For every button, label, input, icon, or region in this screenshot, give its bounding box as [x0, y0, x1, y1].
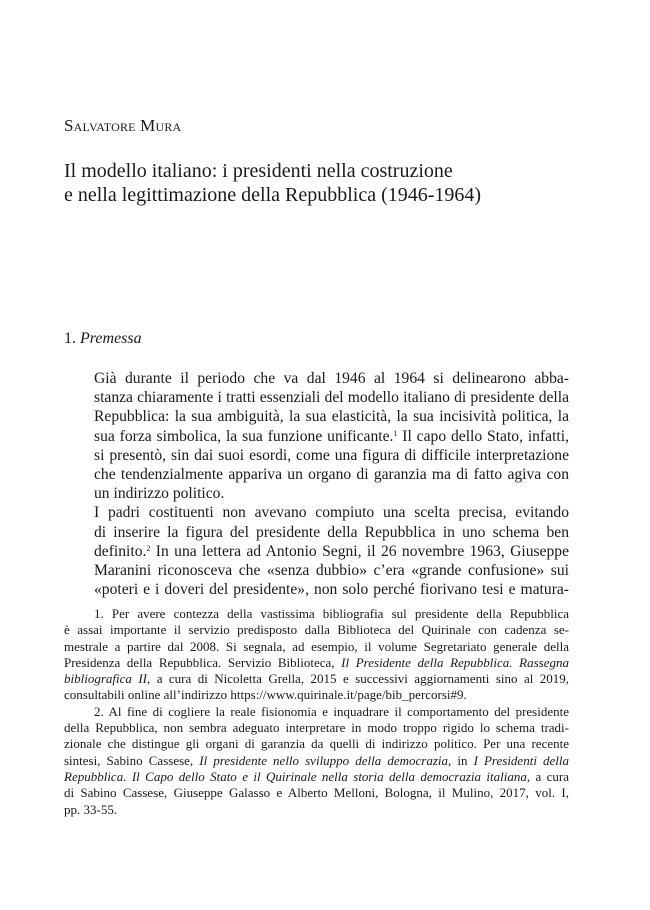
text-line: di inserire la figura del presidente della Repubblica in uno schema ben: [94, 523, 569, 541]
text-segment: Il capo dello Stato, infatti,: [402, 427, 569, 445]
footnote-line: zionale che distingue gli organi di garanzia da quelli di indirizzo politico. Per una recente: [64, 736, 569, 752]
text-segment: bibliografica II: [64, 671, 147, 687]
text-segment: I Presidenti della: [473, 752, 570, 768]
text-line: stanza chiaramente i tratti essenziali del modello italiano di presidente della: [94, 389, 569, 407]
section-number: 1.: [64, 330, 76, 347]
footnote-line: pp. 33-55.: [64, 801, 118, 817]
footnote-ref-2[interactable]: 2: [146, 543, 151, 553]
text-line: [64, 427, 569, 446]
article-title: [64, 159, 569, 207]
author-last-name: Mura: [140, 116, 182, 135]
text-segment: , a cura: [526, 768, 570, 784]
text-segment: , a cura di Nicoletta Grella, 2015 e successivi aggiornamenti sino al 2019,: [147, 671, 570, 687]
footnote-line: di Sabino Cassese, Giuseppe Galasso e Alberto Melloni, Bologna, il Mulino, 2017, vol. I,: [64, 785, 569, 801]
text-line: si presentò, sin dai suoi esordi, come una figura di difficile interpretazione: [94, 446, 569, 464]
text-line: I padri costituenti non avevano compiuto una scelta precisa, evitando: [94, 504, 569, 522]
footnote-line: [64, 753, 569, 769]
footnote-line: [64, 671, 569, 687]
author-first-name: Salvatore: [64, 116, 136, 135]
footnote-line: [64, 769, 569, 785]
section-heading: [64, 330, 142, 348]
author-name: [64, 116, 181, 136]
footnotes: [64, 606, 569, 818]
text-segment: sua forza simbolica, la sua funzione unificante.: [94, 427, 394, 445]
footnote-line: consultabili online all’indirizzo https://www.quirinale.it/page/bib_percorsi#9.: [64, 687, 467, 703]
text-segment: Repubblica. Il Capo dello Stato e il Quirinale nella storia della democrazia italiana: [64, 768, 527, 784]
footnote-line: è assai importante il servizio predisposto dalla Biblioteca del Quirinale con cadenza se-: [64, 622, 569, 638]
text-segment: Il presidente nello sviluppo della democrazia: [199, 752, 449, 768]
text-segment: , in: [448, 752, 468, 768]
section-name: Premessa: [80, 330, 142, 347]
text-segment: definito.: [94, 542, 147, 560]
text-line: «poteri e i doveri del presidente», non solo perché fiorivano tesi e matura-: [94, 581, 569, 599]
text-line: che tendenzialmente appariva un organo di garanzia ma di fatto agiva con: [94, 466, 569, 484]
text-line: un indirizzo politico.: [94, 485, 225, 503]
footnote-line: della Repubblica, non sembra adeguato interpretare in modo troppo rigido lo schema tradi-: [64, 720, 569, 736]
footnote-line: 1. Per avere contezza della vastissima bibliografia sul presidente della Repubblica: [94, 606, 569, 621]
text-line: [64, 542, 569, 561]
footnote-line: [64, 655, 569, 671]
footnote-line: mestrale a partire dal 2008. Si segnala, ad esempio, il volume Segretariato generale della: [64, 638, 569, 654]
title-line-1: Il modello italiano: i presidenti nella costruzione: [64, 160, 453, 182]
text-segment: Il Presidente della Repubblica. Rassegna: [341, 654, 569, 670]
text-segment: Presidenza della Repubblica. Servizio Biblioteca,: [64, 654, 335, 670]
footnote-2: [64, 704, 569, 818]
footnote-line: 2. Al fine di cogliere la reale fisionomia e inquadrare il comportamento del presidente: [94, 703, 569, 719]
text-line: Repubblica: la sua ambiguità, la sua elasticità, la sua incisività politica, la: [94, 408, 569, 426]
footnote-1: [64, 606, 569, 704]
paragraph-2: [64, 503, 569, 599]
text-segment: sintesi, Sabino Cassese,: [64, 752, 194, 768]
text-segment: In una lettera ad Antonio Segni, il 26 novembre 1963, Giuseppe: [155, 542, 569, 560]
body-text: [64, 369, 569, 599]
paragraph-1: [64, 369, 569, 503]
footnote-ref-1[interactable]: 1: [393, 428, 398, 438]
title-line-2: e nella legittimazione della Repubblica (1946-1964): [64, 184, 482, 206]
text-line: Maranini riconosceva che «senza dubbio» c’era «grande confusione» sui: [94, 562, 569, 580]
text-line: Già durante il periodo che va dal 1946 al 1964 si delinearono abba-: [94, 370, 569, 387]
